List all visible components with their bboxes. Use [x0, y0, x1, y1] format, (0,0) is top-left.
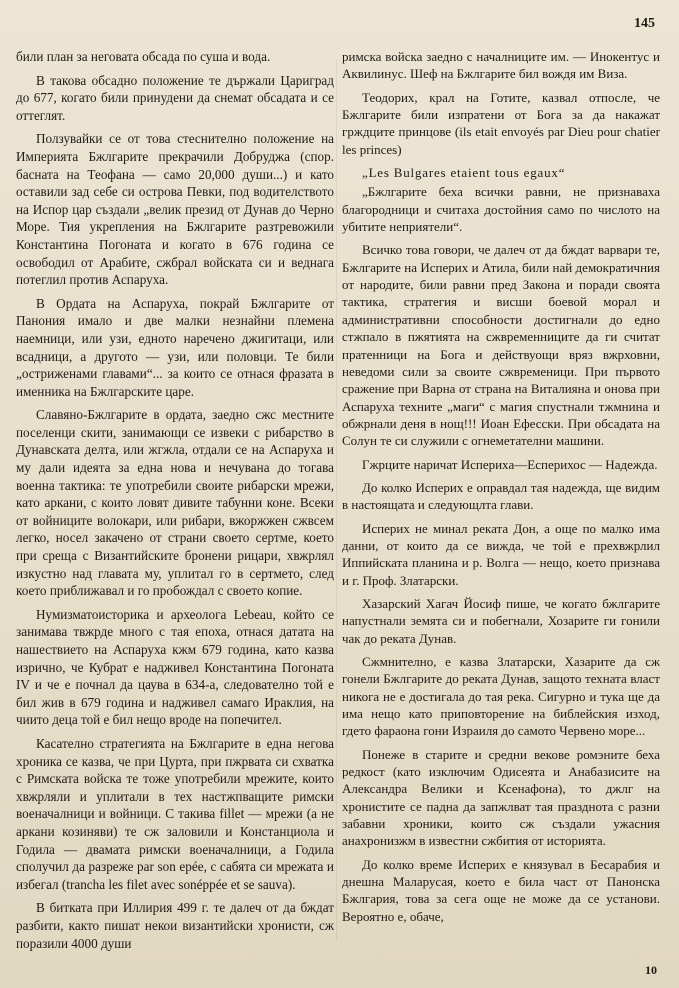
paragraph: Всичко това говори, че далеч от да бждат варвари те, Бжлгарите на Исперих и Атила, били най демократичния от народите, били равни пред Закона и поради своята тактика, стратегия и висши боевой морал и административни способности достигнали до едно стжпало в пжятията на сжвременниците да ги считат пратенници на Бога и действуощи вряз вжрховни, неведоми сили за своите сжвременици. При първото сражение при Варна от страна на Виталияна и онова при Аспаруха техните „маги“ с магия спустнали тжмнина и обжрнали деня в нощ!!! Иоан Ефесски. При обсадата на Солун те си служили с огнеметателни машини. — [342, 242, 660, 449]
paragraph: Славяно-Бжлгарите в ордата, заедно сжс местните поселенци скити, занимающи се извеки с рибарство в Дунавската делта, или жгжла, отдали се на Аспаруха и му дали идеята за една нова и нечувана до тогава военна тактика: те употребили своите рибарски мрежи, като аркани, с които ловят дивите табунни коне. Всеки от войниците волокари, или рибари, вжоржжен сжвсем легко, носел закачено от страни своето сертме, което при среща с Византийските бронени рицари, хвжрлял изкустно над главата му, уплитал го в сертмето, след което приближавал и го пробождал с своето копие. — [16, 407, 334, 599]
quote-translation: „Бжлгарите беха всички равни, не признаваха благородници и считаха достойния само по числото на убитите неприятели“. — [342, 184, 660, 235]
page-number: 145 — [634, 16, 655, 31]
column-divider — [336, 60, 337, 940]
paragraph: Хазарский Хагач Йосиф пише, че когато бжлгарите напустнали земята си и побегнали, Хозарите ги гонили чак до реката Дунав. — [342, 595, 660, 646]
paragraph: Исперих не минал реката Дон, а още по малко има данни, от които да се вижда, че той е прехвжрлил Иппийската планина и р. Волга — нещо, което признава и г. Проф. Златарски. — [342, 520, 660, 588]
paragraph: В такова обсадно положение те държали Цариград до 677, когато били принудени да снемат обсадата и се оттеглят. — [16, 72, 334, 123]
left-column — [16, 48, 334, 958]
paragraph: римска войска заедно с началниците им. — Инокентус и Аквилинус. Шеф на Бжлгарите бил вождя им Виза. — [342, 49, 660, 82]
paragraph: били план за неговата обсада по суша и вода. — [16, 49, 271, 64]
paragraph: До колко време Исперих е князувал в Бесарабия и днешна Маларусая, което е била част от Панонска Бжлгария, това за сега още не може да се установи. Вероятно е, обаче, — [342, 856, 660, 924]
paragraph: В битката при Иллирия 499 г. те далеч от да бждат разбити, както пишат некои византийски хронисти, сж поразили 4000 души — [16, 900, 334, 951]
paragraph: В Ордата на Аспаруха, покрай Бжлгарите от Панония имало и две малки незнайни племена наемници, или узи, едното наречено джигитаци, или всадници, а другото — узи, или половци. Те били „остриженами главами“... за които се отнася фразата в именника на Бжлгарските царе. — [16, 295, 334, 399]
sheet-number: 10 — [645, 963, 657, 977]
paragraph: Нумизматоисторика и археолога Lebeau, който се занимава твжрде много с тая епоха, отнася датата на нашествието на Аспаруха кжм 679 година, като казва изрично, че Кубрат е надживел Константина Погоната IV и че е почнал да цаува в 634-а, следователно той е бил жив в 679 година и надживел самаго Ираклия, на чиито деца той е бил нещо вроде на попечител. — [16, 606, 334, 728]
paragraph: Гжрците наричат Исперихa—Есперихос — Надежда. — [362, 456, 658, 472]
paragraph: Касателно стратегията на Бжлгарите в една негова хроника се казва, че при Цурта, при пжрвата си схватка с Римската войска те тоже употребили мрежите, които хвжрляли и уплитали в тех настжпващите римски военачалници и войници. С такива fillet — мрежи (а не аркани козиняви) те сж заловили и Констанциола и Годила — двамата римски военачалници, а Годила сполучил да разреже par son epée, с сабята си мрежата и избегал (trancha les filet avec sonéppée et se sauva). — [16, 735, 334, 892]
french-quote-heading: „Les Bulgares etaient tous egaux“ — [362, 165, 566, 181]
paragraph: Теодорих, крал на Готите, казвал отпосле, че Бжлгарите били изпратени от Бога за да накажат грждците принцове (ils etait envoyés par Dieu pour chatier les princes) — [342, 89, 660, 157]
paragraph: До колко Исперих е оправдал тая надежда, ще видим в настоящата и следующлта глави. — [342, 479, 660, 513]
right-column — [342, 48, 660, 931]
paragraph: Ползувайки се от това стеснително положение на Империята Бжлгарите прекрачили Добруджа (спор. басната на Теофана — само 20,000 души...) и като оставили зад себе си острова Певки, под водителството на Испор цар създали „велик презид от Дунав до Черно Море. Тия укрепления на Бжлгарите разтревожили Константина Погоната и когато в 676 година се освободил от Арабите, сжбрал войската си и веднага потеглил против Аспаруха. — [16, 131, 334, 288]
paragraph: Сжмнително, е казва Златарски, Хазарите да сж гонели Бжлгарите до реката Дунав, защото техната власт никога не е достигала до тая река. Сигурно и тука ще да има нещо като приповторение на библейския изход, гдето фараона гони Израиля до самото Червено море... — [342, 654, 660, 739]
paragraph: Понеже в старите и средни векове ромэните беха редкост (като изключим Одисеята и Анабазисите на Александра Велики и Ксенафона), то джлг на хронистите се падна да запжлват тая празднота с разни забавни хроники, които сж създали ужасния анахронизжм в известни сжбития от историята. — [342, 746, 660, 849]
